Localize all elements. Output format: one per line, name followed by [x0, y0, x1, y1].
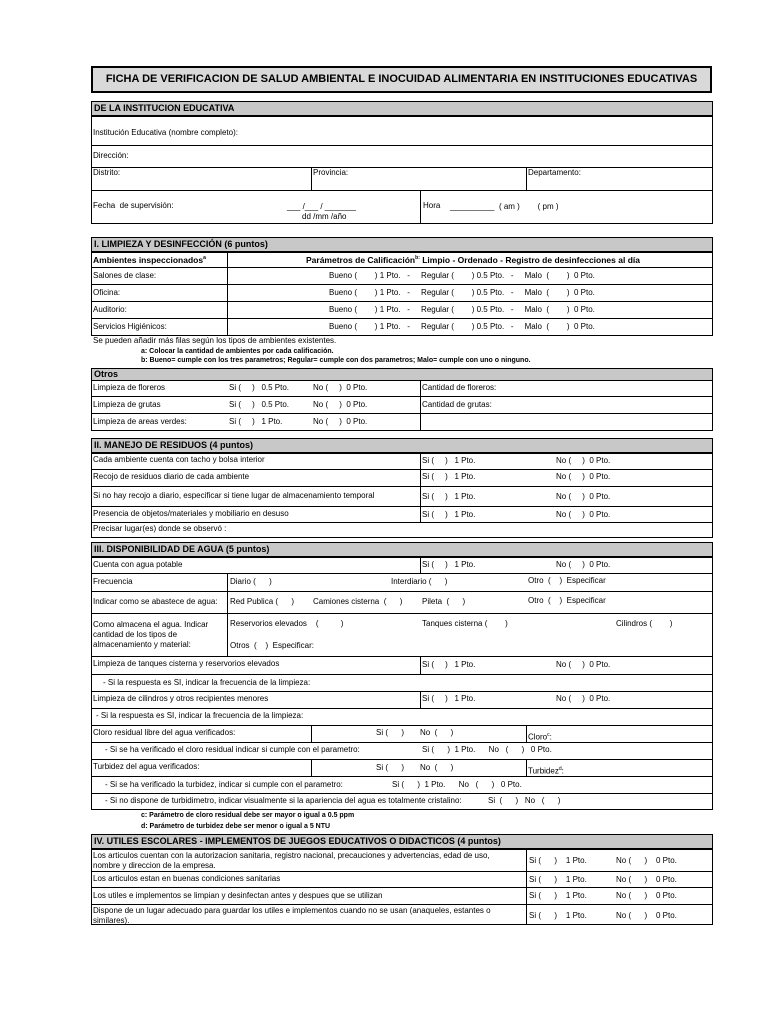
col-ambientes-header: Ambientes inspeccionados$^a$ — [93, 255, 206, 265]
si-option[interactable]: Si ( ) 1 Pto. — [422, 694, 476, 703]
almacena-label: Como almacena el agua. Indicar cantidad de los tipos de almacenamiento y material: — [93, 620, 209, 649]
row-label: Salones de clase: — [93, 271, 157, 280]
row-label: Cada ambiente cuenta con tacho y bolsa interior — [93, 455, 265, 464]
frecuencia-tanques-field[interactable]: - Si la respuesta es SI, indicar la frecuencia de la limpieza: — [103, 678, 311, 687]
row-label: Limpieza de areas verdes: — [93, 417, 187, 426]
fecha-format: dd /mm /año — [302, 212, 347, 221]
section-header-utiles: IV. UTILES ESCOLARES - IMPLEMENTOS DE JUEGOS EDUCATIVOS O DIDACTICOS (4 puntos) — [91, 834, 713, 849]
note-b: b: Bueno= cumple con los tres parametros; Regular= cumple con dos parametros; Malo= cumple con uno o ninguno. — [141, 357, 531, 364]
si-option[interactable]: Si ( ) 1 Pto. — [422, 492, 476, 501]
section-header-agua: III. DISPONIBILIDAD DE AGUA (5 puntos) — [91, 542, 713, 557]
interdiario-option[interactable]: Interdiario ( ) — [391, 577, 448, 586]
limpieza-cilindros-label: Limpieza de cilindros y otros recipientes menores — [93, 694, 269, 703]
otros-header: Otros — [91, 368, 713, 381]
no-option[interactable]: No ( ) 0 Pto. — [616, 875, 677, 884]
no-option[interactable]: No ( ) 0 Pto. — [616, 891, 677, 900]
rating-options[interactable]: Bueno ( ) 1 Pto. - Regular ( ) 0.5 Pto. - Malo ( ) 0 Pto. — [329, 322, 595, 331]
pileta-option[interactable]: Pileta ( ) — [422, 597, 466, 606]
si-option[interactable]: Si ( ) 1 Pto. — [529, 875, 587, 884]
row-label: Limpieza de floreros — [93, 383, 166, 392]
no-option[interactable]: No ( ) 0 Pto. — [313, 417, 368, 426]
si-option[interactable]: Si ( ) 1 Pto. — [422, 660, 476, 669]
note-d: d: Parámetro de turbidez debe ser menor o igual a 5 NTU — [141, 823, 331, 830]
frecuencia-cilindros-field[interactable]: - Si la respuesta es SI, indicar la frecuencia de la limpieza: — [96, 711, 304, 720]
cloro-parametro-options[interactable]: Si ( ) 1 Pto. No ( ) 0 Pto. — [422, 745, 552, 754]
no-option[interactable]: No ( ) 0 Pto. — [616, 856, 677, 865]
rating-options[interactable]: Bueno ( ) 1 Pto. - Regular ( ) 0.5 Pto. - Malo ( ) 0 Pto. — [329, 305, 595, 314]
otros-especificar[interactable]: Otros ( ) Especificar: — [230, 641, 315, 650]
row-label: Recojo de residuos diario de cada ambiente — [93, 472, 250, 481]
no-option[interactable]: No ( ) 0 Pto. — [556, 660, 611, 669]
cloro-label: Cloro residual libre del agua verificados: — [93, 728, 236, 737]
diario-option[interactable]: Diario ( ) — [230, 577, 272, 586]
si-option[interactable]: Si ( ) 1 Pto. — [422, 560, 476, 569]
otro-option[interactable]: Otro ( ) Especificar — [528, 596, 606, 605]
si-option[interactable]: Si ( ) 1 Pto. — [422, 456, 476, 465]
turbidez-parametro-options[interactable]: Si ( ) 1 Pto. No ( ) 0 Pto. — [392, 780, 522, 789]
cloro-parametro-label: - Si se ha verificado el cloro residual indicar si cumple con el parametro: — [105, 745, 360, 754]
section-header-limpieza: I. LIMPIEZA Y DESINFECCIÓN (6 puntos) — [91, 237, 713, 252]
red-publica-option[interactable]: Red Publica ( ) — [230, 597, 295, 606]
si-option[interactable]: Si ( ) 1 Pto. — [422, 510, 476, 519]
row-label: Presencia de objetos/materiales y mobiliario en desuso — [93, 509, 289, 518]
turbidez-parametro-label: - Si se ha verificado la turbidez, indicar si cumple con el parametro: — [105, 780, 343, 789]
no-option[interactable]: No ( ) 0 Pto. — [556, 472, 611, 481]
direccion-field[interactable]: Dirección: — [93, 151, 129, 160]
no-option[interactable]: No ( ) — [420, 763, 454, 772]
si-option[interactable]: Si ( ) — [376, 763, 404, 772]
fecha-input[interactable]: ___ /___ / _______ — [287, 202, 356, 211]
no-option[interactable]: No ( ) 0 Pto. — [616, 911, 677, 920]
section-header-institucion: DE LA INSTITUCION EDUCATIVA — [91, 101, 713, 116]
row-label: Servicios Higiénicos: — [93, 322, 167, 331]
turbidez-value-field[interactable]: Turbidez$^d$: — [528, 766, 564, 776]
no-option[interactable]: No ( ) 0 Pto. — [556, 694, 611, 703]
no-option[interactable]: No ( ) 0 Pto. — [313, 383, 368, 392]
row-label: Si no hay recojo a diario, especificar si tiene lugar de almacenamiento temporal — [93, 491, 375, 500]
tanques-option[interactable]: Tanques cisterna ( ) — [422, 619, 508, 628]
no-option[interactable]: No ( ) 0 Pto. — [556, 560, 611, 569]
si-option[interactable]: Si ( ) 1 Pto. — [529, 856, 587, 865]
turbidez-visual-label: - Si no dispone de turbidimetro, indicar visualmente si la apariencia del agua es totalmente cristalino: — [105, 796, 462, 805]
si-option[interactable]: Si ( ) — [376, 728, 404, 737]
rating-options[interactable]: Bueno ( ) 1 Pto. - Regular ( ) 0.5 Pto. - Malo ( ) 0 Pto. — [329, 271, 595, 280]
fecha-label: Fecha de supervisión: — [93, 201, 174, 210]
no-option[interactable]: No ( ) — [420, 728, 454, 737]
cantidad-field[interactable]: Cantidad de floreros: — [422, 383, 497, 392]
turbidez-visual-options[interactable]: Si ( ) No ( ) — [488, 796, 561, 805]
si-option[interactable]: Si ( ) 0.5 Pto. — [229, 400, 290, 409]
cilindros-option[interactable]: Cilindros ( ) — [616, 619, 673, 628]
si-option[interactable]: Si ( ) 1 Pto. — [529, 911, 587, 920]
row-label: Limpieza de grutas — [93, 400, 161, 409]
no-option[interactable]: No ( ) 0 Pto. — [556, 492, 611, 501]
row-label: Oficina: — [93, 288, 121, 297]
note-filas: Se pueden añadir más filas según los tipos de ambientes existentes. — [93, 336, 337, 345]
departamento-field[interactable]: Departamento: — [528, 168, 581, 177]
reservorios-option[interactable]: Reservorios elevados ( ) — [230, 619, 344, 628]
document-title: FICHA DE VERIFICACION DE SALUD AMBIENTAL E INOCUIDAD ALIMENTARIA EN INSTITUCIONES EDUCATIVAS — [91, 66, 712, 93]
hora-input[interactable]: __________ ( am ) ( pm ) — [450, 202, 559, 211]
si-option[interactable]: Si ( ) 0.5 Pto. — [229, 383, 290, 392]
no-option[interactable]: No ( ) 0 Pto. — [313, 400, 368, 409]
cantidad-field[interactable]: Cantidad de grutas: — [422, 400, 492, 409]
turbidez-label: Turbidez del agua verificados: — [93, 762, 200, 771]
row-label: Los articulos cuentan con la autorizacion sanitaria, registro nacional, precauciones y advertencias, edad de uso, nombre y direccion de la empresa. — [93, 851, 490, 870]
precisar-field[interactable]: Precisar lugar(es) donde se observó : — [93, 524, 227, 533]
si-option[interactable]: Si ( ) 1 Pto. — [529, 891, 587, 900]
rating-options[interactable]: Bueno ( ) 1 Pto. - Regular ( ) 0.5 Pto. - Malo ( ) 0 Pto. — [329, 288, 595, 297]
section-header-residuos: II. MANEJO DE RESIDUOS (4 puntos) — [91, 438, 713, 453]
row-label: Dispone de un lugar adecuado para guardar los utiles e implementos cuando no se usan (anaqueles, estantes o similares). — [93, 906, 491, 925]
note-a: a: Colocar la cantidad de ambientes por cada calificación. — [141, 348, 334, 355]
frecuencia-label: Frecuencia — [93, 577, 133, 586]
si-option[interactable]: Si ( ) 1 Pto. — [422, 472, 476, 481]
limpieza-tanques-label: Limpieza de tanques cisterna y reservorios elevados — [93, 659, 280, 668]
note-c: c: Parámetro de cloro residual debe ser mayor o igual a 0.5 ppm — [141, 812, 355, 819]
provincia-field[interactable]: Provincia: — [313, 168, 349, 177]
row-label: Los utiles e implementos se limpian y desinfectan antes y despues que se utilizan — [93, 891, 383, 900]
distrito-field[interactable]: Distrito: — [93, 168, 121, 177]
cloro-value-field[interactable]: Cloro$^c$: — [528, 732, 552, 742]
row-label: Los articulos estan en buenas condiciones sanitarias — [93, 874, 281, 883]
col-parametros-header: Parámetros de Calificación$^{b:}$ Limpio - Ordenado - Registro de desinfecciones al día — [306, 255, 640, 265]
abastece-label: Indicar como se abastece de agua: — [93, 597, 218, 606]
no-option[interactable]: No ( ) 0 Pto. — [556, 510, 611, 519]
row-label: Auditorio: — [93, 305, 127, 314]
hora-label: Hora — [423, 201, 441, 210]
otro-option[interactable]: Otro ( ) Especificar — [528, 576, 606, 585]
no-option[interactable]: No ( ) 0 Pto. — [556, 456, 611, 465]
nombre-field[interactable]: Institución Educativa (nombre completo): — [93, 128, 238, 137]
si-option[interactable]: Si ( ) 1 Pto. — [229, 417, 283, 426]
potable-label: Cuenta con agua potable — [93, 560, 183, 569]
camiones-option[interactable]: Camiones cisterna ( ) — [313, 597, 403, 606]
